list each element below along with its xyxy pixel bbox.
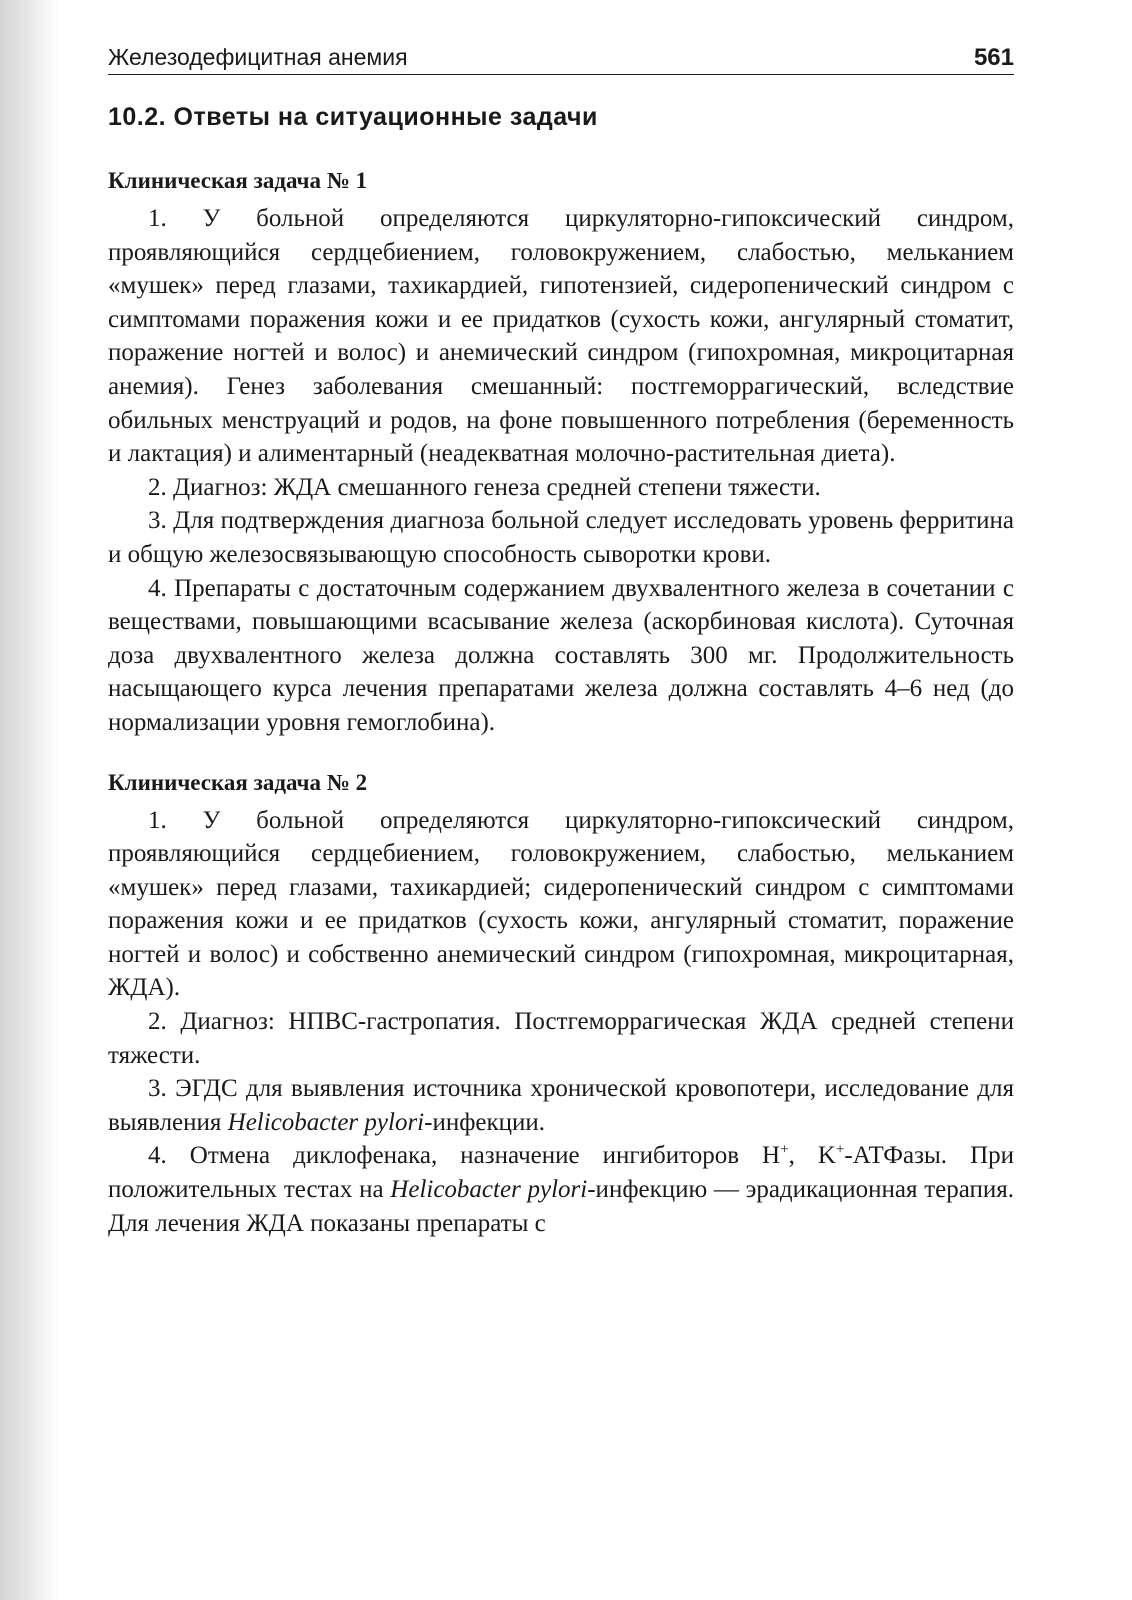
page-gutter-shadow bbox=[0, 0, 60, 1600]
answer-paragraph bbox=[108, 1072, 1014, 1139]
answer-paragraph: 1. У больной определяются циркуляторно-гипоксический синдром, проявляющийся сердцебиением, головокружением, слабостью, мельканием «мушек» перед глазами, тахикардией, гипотензией, сидеропенический синдром с симптомами поражения кожи и ее придатков (сухость кожи, ангулярный стоматит, поражение ногтей и волос) и анемический синдром (гипохромная, микроцитарная анемия). Генез заболевания смешанный: постгеморрагический, вследствие обильных менструаций и родов, на фоне повышенного потребления (беременность и лактация) и алиментарный (неадекватная молочно-растительная диета). bbox=[108, 205, 1014, 468]
superscript-plus: + bbox=[835, 1142, 845, 1159]
task-heading: Клиническая задача № 1 bbox=[108, 168, 368, 193]
answer-paragraph: 4. Препараты с достаточным содержанием двухвалентного железа в сочетании с веществами, повышающими всасывание железа (аскорбиновая кислота). Суточная доза двухвалентного железа должна составлять 300 мг. Продолжительность насыщающего курса лечения препаратами железа должна составлять 4–6 нед (до нормализации уровня гемоглобина). bbox=[108, 574, 1014, 736]
answer-text: -АТФазы. При положительных тестах на bbox=[108, 1142, 1014, 1204]
running-header bbox=[108, 44, 1014, 75]
answer-text: , K bbox=[788, 1142, 836, 1170]
latin-organism-name: Helicobacter pylori bbox=[227, 1108, 425, 1136]
superscript-plus: + bbox=[780, 1142, 789, 1159]
answer-paragraph: 2. Диагноз: ЖДА смешанного генеза средней степени тяжести. bbox=[148, 473, 821, 501]
book-page bbox=[108, 44, 1014, 1240]
section-title: 10.2. Ответы на ситуационные задачи bbox=[108, 103, 598, 131]
task-heading: Клиническая задача № 2 bbox=[108, 769, 368, 795]
answer-text: -инфекцию — эрадикационная терапия. Для лечения ЖДА показаны препараты с bbox=[108, 1176, 1015, 1237]
answer-paragraph: 3. Для подтверждения диагноза больной следует исследовать уровень ферритина и общую железосвязывающую способность сыворотки крови. bbox=[108, 507, 1014, 568]
answer-paragraph bbox=[108, 1139, 1014, 1240]
running-title: Железодефицитная анемия bbox=[108, 44, 408, 70]
answer-text: -инфекции. bbox=[424, 1108, 546, 1136]
answer-text: 4. Отмена диклофенака, назначение ингибиторов H bbox=[148, 1142, 781, 1170]
answer-paragraph: 2. Диагноз: НПВС-гастропатия. Постгеморрагическая ЖДА средней степени тяжести. bbox=[108, 1008, 1014, 1069]
page-number: 561 bbox=[973, 44, 1014, 71]
latin-organism-name: Helicobacter pylori bbox=[390, 1176, 588, 1204]
answer-text: 3. ЭГДС для выявления источника хронической кровопотери, исследование для выявления bbox=[108, 1075, 1014, 1136]
answer-paragraph: 1. У больной определяются циркуляторно-гипоксический синдром, проявляющийся сердцебиением, головокружением, слабостью, мельканием «мушек» перед глазами, тахикардией; сидеропенический синдром с симптомами поражения кожи и ее придатков (сухость кожи, ангулярный стоматит, поражение ногтей и волос) и собственно анемический синдром (гипохромная, микроцитарная, ЖДА). bbox=[108, 806, 1014, 1002]
clinical-task-1 bbox=[108, 168, 1014, 740]
clinical-task-2 bbox=[108, 770, 1014, 1241]
